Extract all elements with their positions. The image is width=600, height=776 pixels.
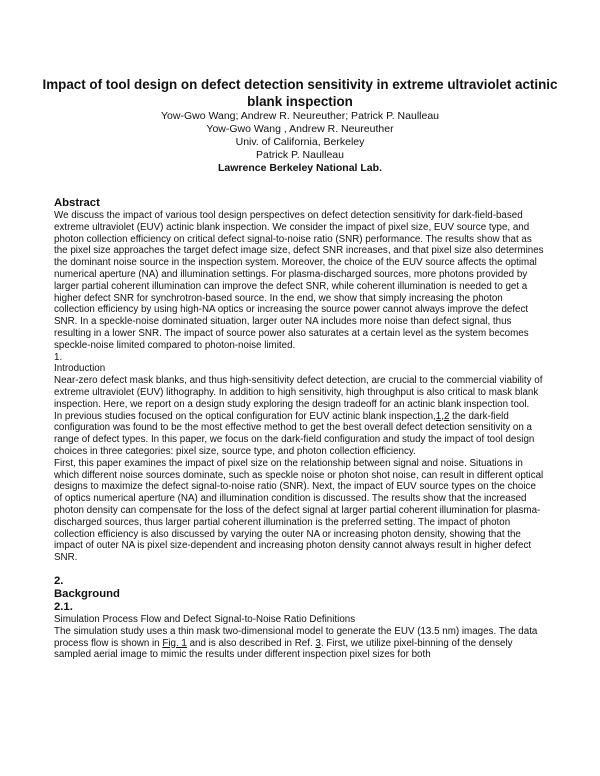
- background-text-mid: and is also described in Ref.: [186, 637, 316, 649]
- abstract-text: We discuss the impact of various tool design perspectives on defect detection sensitivity for dark-field-based extreme ultraviolet (EUV) actinic blank inspection. We consider the impact of pixel size, EUV source type, and photon collection efficiency on critical defect signal-to-noise ratio (SNR) performance. The results show that as the pixel size approaches the target defect image size, defect SNR increases, and that pixel size also determines the dominant noise source in the inspection system. Moreover, the choice of the EUV source affects the optimal numerical aperture (NA) and illumination settings. For plasma-discharged sources, more photons provided by larger partial coherent illumination can improve the defect SNR, while coherent illumination is needed to get a higher defect SNR for synchrotron-based source. In the end, we show that simply increasing the photon collection efficiency by using high-NA optics or increasing the source power cannot always improve the defect SNR. In a speckle-noise dominated situation, larger outer NA includes more noise than defect signal, thus resulting in a lower SNR. The impact of source power also saturates at a certain level as the system becomes speckle-noise limited compared to photon-noise limited.: [54, 210, 544, 351]
- author-line-1: Yow-Gwo Wang; Andrew R. Neureuther; Patrick P. Naulleau: [161, 110, 439, 122]
- author-block: [0, 110, 600, 175]
- paper-header: [0, 76, 600, 175]
- paper-body: [54, 197, 546, 661]
- background-text-after: . First, we utilize pixel-binning of the densely sampled aerial image to mimic the results under different inspection pixel sizes for both: [54, 637, 513, 661]
- section-2-number: 2.: [54, 574, 64, 587]
- reference-link-1[interactable]: 1: [435, 410, 442, 422]
- author-line-2: Yow-Gwo Wang , Andrew R. Neureuther: [206, 122, 394, 135]
- section-1-number: 1.: [54, 351, 63, 363]
- intro-p2-before: In previous studies focused on the optical configuration for EUV actinic blank inspection,: [54, 410, 436, 422]
- section-1-title: Introduction: [54, 363, 106, 375]
- background-text-before: The simulation study uses a thin mask two-dimensional model to generate the EUV (13.5 nm) images. The data process flow is shown in: [54, 625, 538, 649]
- intro-paragraph-2: [54, 411, 546, 458]
- subsection-2-1-title: Simulation Process Flow and Defect Signal-to-Noise Ratio Definitions: [54, 613, 356, 625]
- intro-paragraph-1: Near-zero defect mask blanks, and thus high-sensitivity defect detection, are crucial to the commercial viability of extreme ultraviolet (EUV) lithography. In addition to high sensitivity, high throughput is also critical to mask blank inspection. Here, we report on a design study exploring the design tradeoff for an actinic blank inspection tool.: [54, 375, 543, 410]
- section-spacer: [54, 564, 546, 575]
- reference-comma: ,: [441, 410, 444, 422]
- background-paragraph: [54, 626, 546, 661]
- author-line-3: Patrick P. Naulleau: [256, 148, 344, 161]
- reference-link-3[interactable]: 3: [315, 637, 321, 649]
- section-2-title: Background: [54, 587, 120, 600]
- intro-p2-after: the dark-field configuration was found to be the most effective method to get the best overall defect detection sensitivity on a range of defect types. In this paper, we focus on the dark-field configuration and study the impact of tool design choices in three categories: pixel size, source type, and photon collection efficiency.: [54, 410, 535, 457]
- abstract-heading: Abstract: [54, 197, 100, 209]
- figure-1-link[interactable]: Fig. 1: [162, 637, 187, 649]
- affiliation-lbnl: Lawrence Berkeley National Lab.: [218, 161, 382, 174]
- reference-link-2[interactable]: 2: [443, 410, 450, 422]
- intro-paragraph-3: First, this paper examines the impact of pixel size on the relationship between signal and noise. Situations in which different noise sources dominate, such as speckle noise or photon shot noise, can result in different optical designs to maximize the defect signal-to-noise ratio (SNR). Next, the impact of EUV source types on the choice of optics numerical aperture (NA) and illumination condition is discussed. The results show that the increased photon density can compensate for the loss of the defect signal at larger partial coherent illumination for plasma-discharged sources, thus larger partial coherent illumination is the preferred setting. The impact of photon collection efficiency is also discussed by varying the outer NA or increasing photon density, showing that the impact of outer NA is pixel size-dependent and increasing photon density cannot always result in higher defect SNR.: [54, 457, 544, 564]
- paper-title: Impact of tool design on defect detection sensitivity in extreme ultraviolet actinic blank inspection: [42, 77, 558, 109]
- subsection-2-1-number: 2.1.: [54, 600, 73, 613]
- affiliation-berkeley: Univ. of California, Berkeley: [235, 135, 365, 148]
